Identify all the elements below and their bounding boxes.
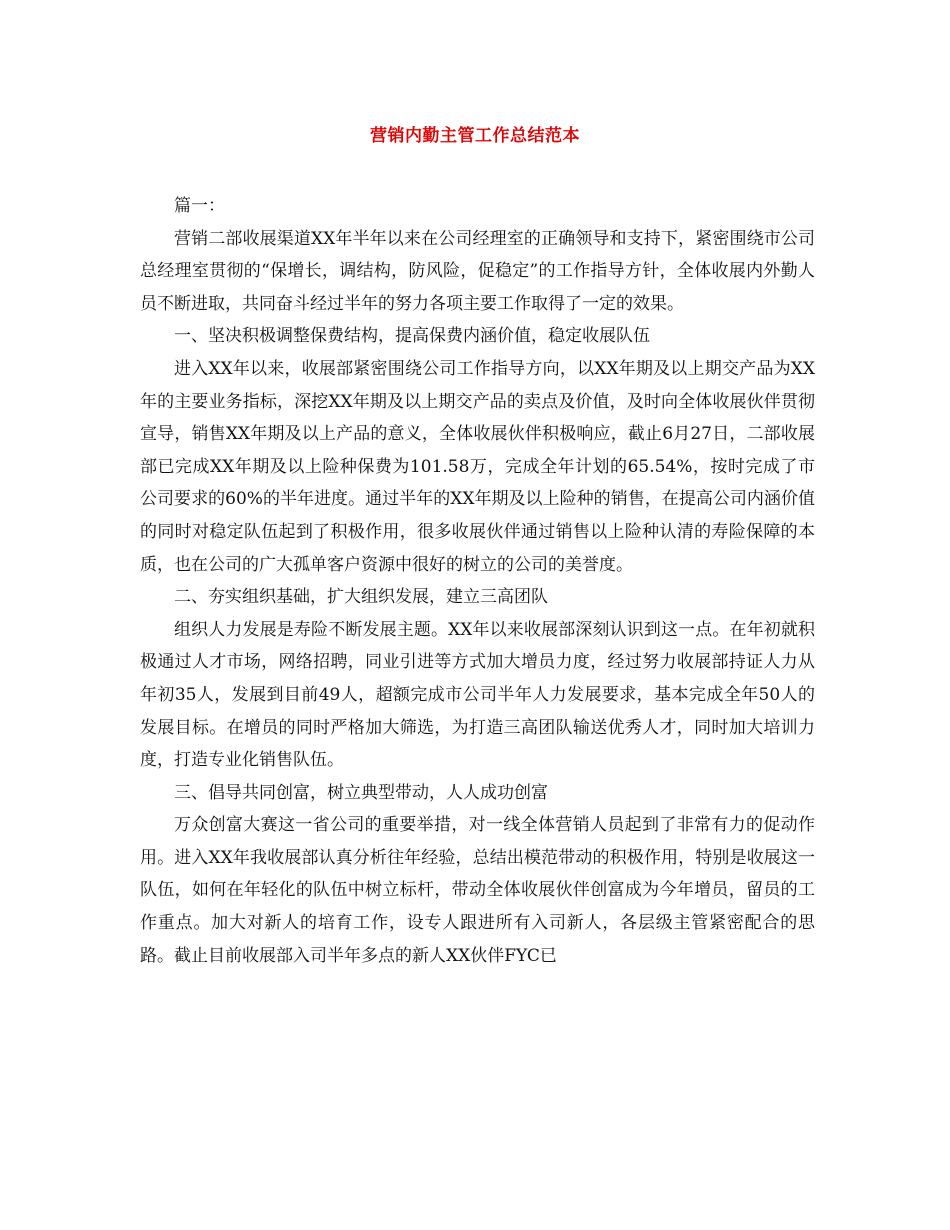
section-paragraph-1: 进入XX年以来，收展部紧密围绕公司工作指导方向，以XX年期及以上期交产品为XX年的主要业务指标，深挖XX年期及以上期交产品的卖点及价值，及时向全体收展伙伴贯彻宣导，销售XX年期及以上产品的意义，全体收展伙伴积极响应，截止6月27日，二部收展部已完成XX年期及以上险种保费为101.58万，完成全年计划的65.54%，按时完成了市公司要求的60%的半年进度。通过半年的XX年期及以上险种的销售，在提高公司内涵价值的同时对稳定队伍起到了积极作用，很多收展伙伴通过销售以上险种认清的寿险保障的本质，也在公司的广大孤单客户资源中很好的树立的公司的美誉度。 (140, 358, 815, 575)
intro-paragraph: 营销二部收展渠道XX年半年以来在公司经理室的正确领导和支持下，紧密围绕市公司总经理室贯彻的“保增长，调结构，防风险，促稳定”的工作指导方针，全体收展内外勤人员不断进取，共同奋斗经过半年的努力各项主要工作取得了一定的效果。 (140, 228, 815, 314)
section-paragraph-3: 万众创富大赛这一省公司的重要举措，对一线全体营销人员起到了非常有力的促动作用。进入XX年我收展部认真分析往年经验，总结出模范带动的积极作用，特别是收展这一队伍，如何在年轻化的队伍中树立标杆，带动全体收展伙伴创富成为今年增员，留员的工作重点。加大对新人的培育工作，设专人跟进所有入司新人，各层级主管紧密配合的思路。截止目前收展部入司半年多点的新人XX伙伴FYC已 (140, 815, 815, 966)
section-heading-3: 三、倡导共同创富，树立典型带动，人人成功创富 (174, 782, 548, 803)
document-body (140, 190, 815, 972)
section-label: 篇一： (174, 196, 225, 216)
section-paragraph-2: 组织人力发展是寿险不断发展主题。XX年以来收展部深刻认识到这一点。在年初就积极通过人才市场，网络招聘，同业引进等方式加大增员力度，经过努力收展部持证人力从年初35人，发展到目前49人，超额完成市公司半年人力发展要求，基本完成全年50人的发展目标。在增员的同时严格加大筛选，为打造三高团队输送优秀人才，同时加大培训力度，打造专业化销售队伍。 (140, 619, 815, 771)
section-heading-1: 一、坚决积极调整保费结构，提高保费内涵价值，稳定收展队伍 (174, 326, 650, 347)
section-heading-2: 二、夯实组织基础，扩大组织发展，建立三高团队 (174, 587, 548, 608)
document-title: 营销内勤主管工作总结范本 (370, 126, 580, 146)
